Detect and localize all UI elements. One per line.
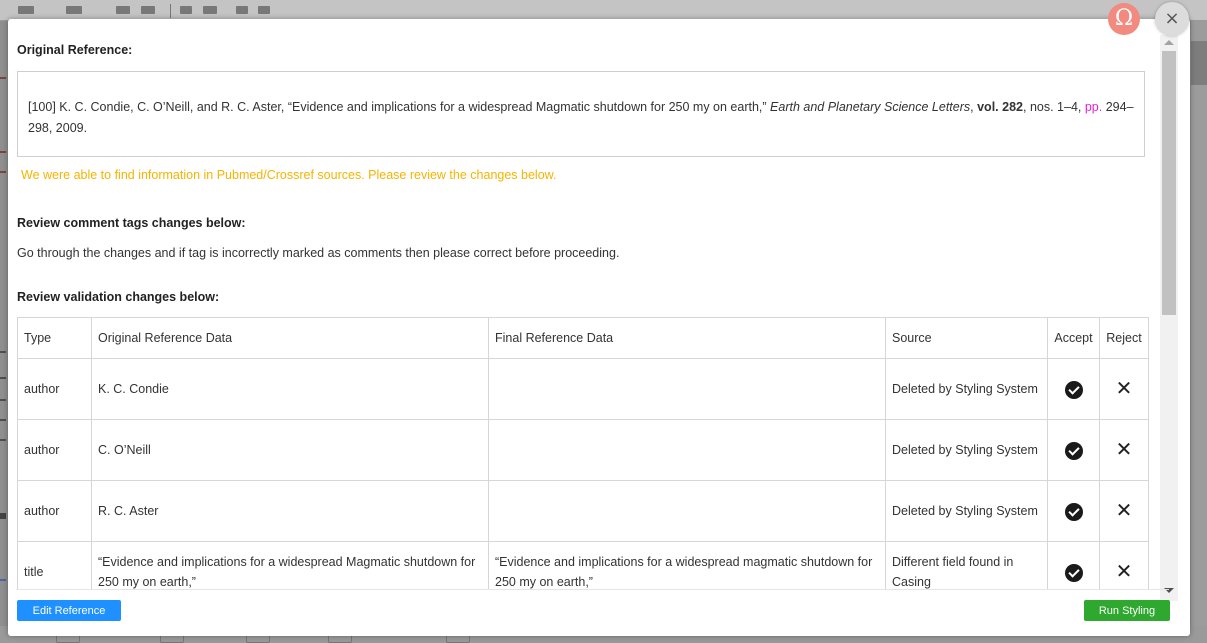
accept-cell [1048, 420, 1100, 481]
column-header-source: Source [886, 318, 1048, 359]
run-styling-button[interactable]: Run Styling [1084, 600, 1170, 621]
accept-cell [1048, 481, 1100, 542]
reject-cell [1100, 420, 1149, 481]
scroll-up-icon[interactable] [1164, 40, 1174, 45]
edit-reference-button[interactable]: Edit Reference [17, 600, 121, 621]
column-header-accept: Accept [1048, 318, 1100, 359]
validation-heading: Review validation changes below: [17, 290, 220, 304]
reject-cell [1100, 359, 1149, 420]
original-reference-heading: Original Reference: [17, 43, 133, 57]
indent-icon [141, 6, 155, 14]
cell-final [489, 481, 886, 542]
cell-original: “Evidence and implications for a widespread Magmatic shutdown for 250 my on earth,” [92, 542, 489, 590]
column-header-final: Final Reference Data [489, 318, 886, 359]
cell-source: Different field found in Casing [886, 542, 1048, 590]
reference-text-part: 294–298, 2009. [28, 100, 1134, 135]
column-header-original: Original Reference Data [92, 318, 489, 359]
bullet-list-icon [18, 6, 34, 14]
check-circle-icon[interactable] [1065, 442, 1083, 460]
reference-vol-number: 282 [1002, 100, 1023, 114]
table-row [18, 542, 1149, 590]
x-icon[interactable]: ✕ [1115, 439, 1133, 462]
accept-cell [1048, 359, 1100, 420]
outdent-icon [116, 6, 130, 14]
reference-journal: Earth and Planetary Science Letters [770, 100, 971, 114]
numbered-list-icon [66, 6, 82, 14]
pilcrow-icon [258, 6, 270, 14]
comment-tags-text: Go through the changes and if tag is incorrectly marked as comments then please correct before proceeding. [17, 246, 620, 260]
reference-review-modal [8, 19, 1190, 636]
modal-scroll-area[interactable] [8, 19, 1160, 589]
reference-text-part: [100] K. C. Condie, C. O’Neill, and R. C. Aster, “Evidence and implications for a widespread Magmatic shutdown for 250 my on earth,” [28, 100, 771, 114]
editor-side-strip [1191, 21, 1207, 643]
special-char-icon [203, 6, 217, 14]
check-circle-icon[interactable] [1065, 564, 1083, 582]
cell-source: Deleted by Styling System [886, 481, 1048, 542]
toolbar-separator [170, 4, 171, 18]
reference-text-part: , nos. 1–4, [1023, 100, 1085, 114]
cell-type: author [18, 420, 92, 481]
reject-cell [1100, 481, 1149, 542]
original-reference-box [17, 71, 1145, 157]
column-header-reject: Reject [1100, 318, 1149, 359]
column-header-type: Type [18, 318, 92, 359]
x-icon[interactable]: ✕ [1115, 378, 1133, 401]
reference-pp-label: pp. [1084, 100, 1103, 114]
table-row [18, 481, 1149, 542]
spellcheck-icon [180, 6, 192, 14]
table-row [18, 420, 1149, 481]
close-icon[interactable]: × [1155, 2, 1189, 36]
check-circle-icon[interactable] [1065, 381, 1083, 399]
scrollbar-thumb[interactable] [1162, 51, 1176, 315]
crossref-info-message: We were able to find information in Pubmed/Crossref sources. Please review the changes below. [21, 168, 557, 182]
cell-final: “Evidence and implications for a widespread magmatic shutdown for 250 my on earth,” [489, 542, 886, 590]
cell-source: Deleted by Styling System [886, 359, 1048, 420]
editor-toolbar [0, 0, 1207, 21]
cell-type: author [18, 481, 92, 542]
x-icon[interactable]: ✕ [1115, 500, 1133, 523]
cell-original: K. C. Condie [92, 359, 489, 420]
cell-type: title [18, 542, 92, 590]
cell-source: Deleted by Styling System [886, 420, 1048, 481]
validation-changes-table [17, 317, 1149, 589]
cell-final [489, 359, 886, 420]
x-icon[interactable]: ✕ [1115, 561, 1133, 584]
check-circle-icon[interactable] [1065, 503, 1083, 521]
link-icon [236, 6, 248, 14]
table-row [18, 359, 1149, 420]
footer-divider [16, 589, 1169, 590]
comment-tags-heading: Review comment tags changes below: [17, 216, 246, 230]
cell-type: author [18, 359, 92, 420]
accept-cell [1048, 542, 1100, 590]
reference-text-part: , [970, 100, 978, 114]
cell-final [489, 420, 886, 481]
table-header-row [18, 318, 1149, 359]
reference-vol-label: vol. [977, 100, 999, 114]
cell-original: R. C. Aster [92, 481, 489, 542]
modal-scrollbar[interactable] [1160, 35, 1178, 601]
reject-cell [1100, 542, 1149, 590]
cell-original: C. O’Neill [92, 420, 489, 481]
omega-icon[interactable]: Ω [1108, 3, 1140, 35]
